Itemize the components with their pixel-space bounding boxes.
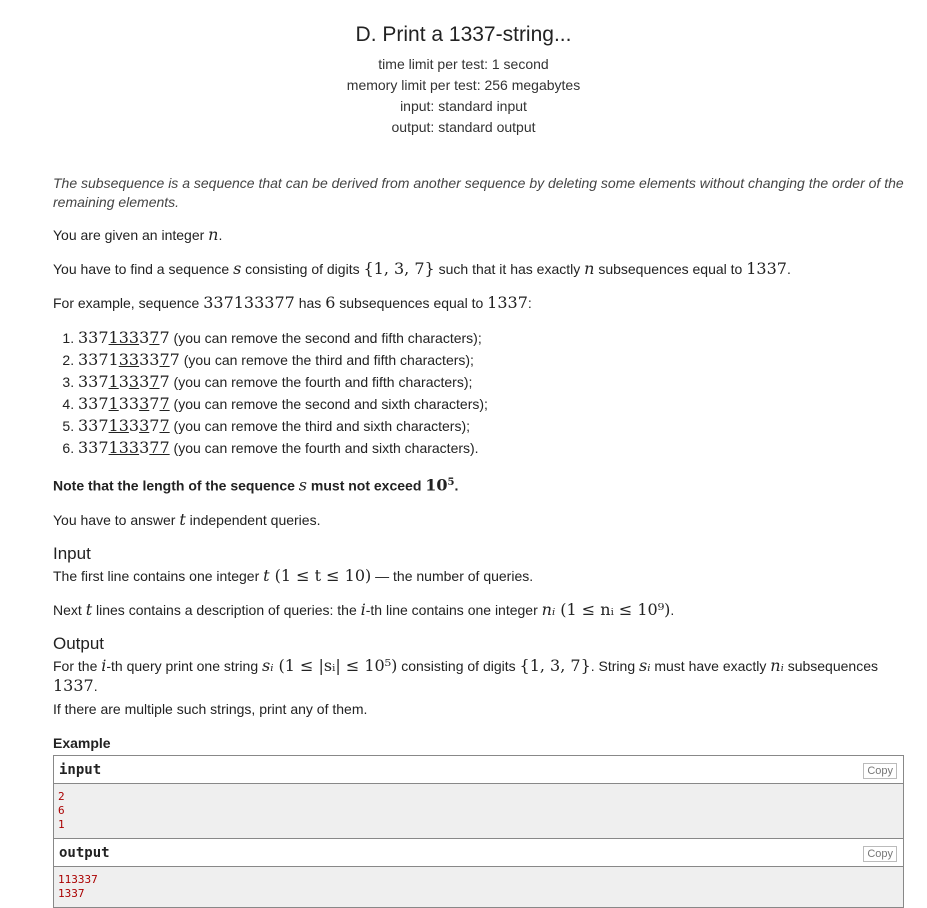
- example-output-label: output: [59, 844, 110, 861]
- task-paragraph: [53, 259, 904, 279]
- input-line: 6: [58, 803, 65, 817]
- legend-text: The subsequence is a sequence that can be derived from another sequence by deleting some elements without changing the order of the remaining elements.: [53, 175, 904, 210]
- seq-5: 337133377: [78, 416, 170, 435]
- list-item: [78, 415, 904, 437]
- math-var: i: [360, 599, 366, 619]
- text: For example, sequence: [53, 295, 204, 311]
- math-number: 1337: [746, 259, 787, 278]
- text: . String: [590, 657, 640, 674]
- list-item: [78, 327, 904, 349]
- seq-4: 337133377: [78, 394, 170, 413]
- text: .: [218, 227, 223, 243]
- note-paragraph: [53, 473, 904, 496]
- text: (you can remove the second and fifth characters);: [169, 330, 482, 346]
- text: subsequences: [783, 657, 878, 674]
- given-paragraph: [53, 225, 904, 245]
- math-var: nᵢ: [770, 655, 784, 675]
- example-paragraph: [53, 293, 904, 313]
- math-var: n: [584, 259, 595, 278]
- text: (you can remove the fourth and fifth characters);: [169, 374, 473, 390]
- math-expr: (1 ≤ |sᵢ| ≤ 10⁵): [273, 655, 398, 675]
- text: -th query print one string: [106, 657, 263, 674]
- output-line-2: If there are multiple such strings, print any of them.: [53, 700, 368, 717]
- text: .: [786, 261, 791, 277]
- math-number: 10: [425, 475, 448, 495]
- text: such that it has exactly: [434, 261, 585, 277]
- memory-limit: memory limit per test: 256 megabytes: [346, 77, 581, 93]
- text: consisting of digits: [241, 261, 364, 277]
- text: consisting of digits: [397, 657, 520, 674]
- subsequence-list: [53, 327, 904, 459]
- text: The first line contains one integer: [53, 567, 264, 584]
- text: subsequences equal to: [335, 295, 488, 311]
- math-var: nᵢ: [541, 599, 556, 619]
- list-item: [78, 393, 904, 415]
- list-item: [78, 437, 904, 459]
- input-line: 1: [58, 817, 65, 831]
- queries-paragraph: [53, 510, 904, 530]
- text: .: [93, 677, 98, 694]
- input-line-2: [53, 600, 904, 620]
- output-line: 1337: [58, 886, 85, 900]
- math-var: n: [208, 225, 219, 244]
- math-number: 6: [325, 293, 336, 312]
- text: .: [670, 601, 675, 618]
- math-number: 1337: [53, 675, 94, 695]
- math-set: {1, 3, 7}: [519, 655, 591, 675]
- input-line-1: [53, 566, 904, 586]
- problem-statement: [53, 174, 904, 908]
- time-limit: time limit per test: 1 second: [378, 56, 549, 72]
- problem-title: D. Print a 1337-string...: [355, 23, 572, 46]
- math-var: t: [179, 509, 186, 529]
- math-var: s: [298, 475, 308, 495]
- text: (you can remove the fourth and sixth characters).: [169, 440, 479, 456]
- output-line: 113337: [58, 872, 98, 886]
- example-output-header: [54, 838, 903, 867]
- output-file: output: standard output: [391, 119, 536, 135]
- example-box: [53, 755, 904, 908]
- text: Next: [53, 601, 86, 618]
- math-expr: (1 ≤ t ≤ 10): [269, 565, 372, 585]
- math-number: 337133377: [203, 293, 295, 312]
- text: For the: [53, 657, 102, 674]
- text: subsequences equal to: [594, 261, 747, 277]
- text: You are given an integer: [53, 227, 209, 243]
- example-input-header: [54, 756, 903, 784]
- copy-input-button[interactable]: Copy: [863, 763, 897, 779]
- seq-2: 3371333377: [78, 350, 180, 369]
- text: (you can remove the third and sixth characters);: [169, 418, 471, 434]
- example-input-body[interactable]: [54, 784, 903, 838]
- math-var: t: [85, 599, 93, 619]
- text: -th line contains one integer: [365, 601, 542, 618]
- example-title: Example: [53, 734, 111, 751]
- math-set: {1, 3, 7}: [363, 259, 435, 278]
- seq-3: 337133377: [78, 372, 170, 391]
- math-var: sᵢ: [262, 655, 274, 675]
- math-exponent: 5: [447, 477, 455, 488]
- list-item: [78, 371, 904, 393]
- text: :: [527, 295, 532, 311]
- input-file: input: standard input: [400, 98, 527, 114]
- text: (you can remove the third and fifth characters);: [179, 352, 474, 368]
- text: lines contains a description of queries: the: [92, 601, 361, 618]
- example-output-body[interactable]: [54, 867, 903, 907]
- math-var: s: [233, 259, 242, 278]
- text: must have exactly: [650, 657, 771, 674]
- text: .: [454, 477, 459, 494]
- math-var: i: [101, 655, 107, 675]
- input-line: 2: [58, 789, 65, 803]
- output-heading: Output: [53, 633, 105, 653]
- text: must not exceed: [307, 477, 426, 494]
- text: You have to answer: [53, 511, 180, 528]
- text: Note that the length of the sequence: [53, 477, 299, 494]
- text: has: [294, 295, 326, 311]
- input-heading: Input: [53, 543, 91, 563]
- example-input-label: input: [59, 761, 102, 778]
- text: independent queries.: [185, 511, 321, 528]
- math-number: 1337: [487, 293, 528, 312]
- math-var: sᵢ: [639, 655, 651, 675]
- problem-header: [0, 22, 927, 138]
- math-expr: (1 ≤ nᵢ ≤ 10⁹): [555, 599, 671, 619]
- copy-output-button[interactable]: Copy: [863, 846, 897, 862]
- seq-1: 337133377: [78, 328, 170, 347]
- output-line-1: [53, 656, 904, 696]
- list-item: [78, 349, 904, 371]
- text: — the number of queries.: [371, 567, 534, 584]
- seq-6: 337133377: [78, 438, 170, 457]
- math-var: t: [263, 565, 270, 585]
- text: (you can remove the second and sixth characters);: [169, 396, 488, 412]
- text: You have to find a sequence: [53, 261, 234, 277]
